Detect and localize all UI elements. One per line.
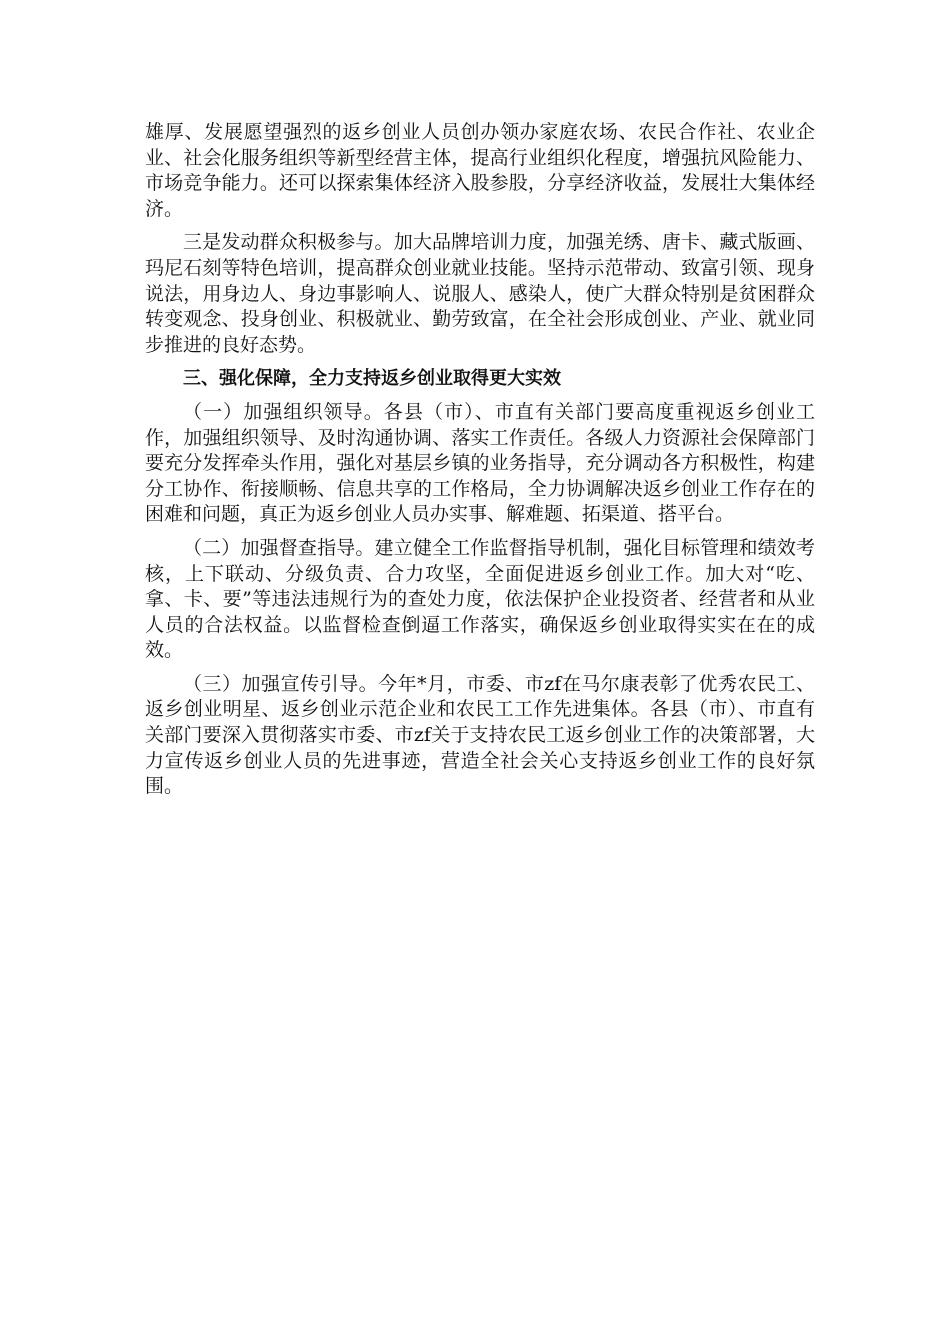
paragraph-mobilize-masses: 三是发动群众积极参与。加大品牌培训力度，加强羌绣、唐卡、藏式版画、玛尼石刻等特色培训，提高群众创业就业技能。坚持示范带动、致富引领、现身说法，用身边人、身边事影响人、说服人、感染人，使广大群众特别是贫困群众转变观念、投身创业、积极就业、勤劳致富，在全社会形成创业、产业、就业同步推进的良好态势。: [145, 231, 815, 356]
document-page: [145, 120, 815, 808]
paragraph-continuation: 雄厚、发展愿望强烈的返乡创业人员创办领办家庭农场、农民合作社、农业企业、社会化服务组织等新型经营主体，提高行业组织化程度，增强抗风险能力、市场竞争能力。还可以探索集体经济入股参股，分享经济收益，发展壮大集体经济。: [145, 121, 815, 220]
paragraph-supervision-guidance: （二）加强督查指导。建立健全工作监督指导机制，强化目标管理和绩效考核，上下联动、分级负责、合力攻坚，全面促进返乡创业工作。加大对“吃、拿、卡、要”等违法违规行为的查处力度，依法保护企业投资者、经营者和从业人员的合法权益。以监督检查倒逼工作落实，确保返乡创业取得实实在在的成效。: [145, 536, 815, 662]
section-heading: 三、强化保障，全力支持返乡创业取得更大实效: [183, 368, 561, 390]
paragraph-organization-leadership: （一）加强组织领导。各县（市）、市直有关部门要高度重视返乡创业工作，加强组织领导、及时沟通协调、落实工作责任。各级人力资源社会保障部门要充分发挥牵头作用，强化对基层乡镇的业务指导，充分调动各方积极性，构建分工协作、衔接顺畅、信息共享的工作格局，全力协调解决返乡创业工作存在的困难和问题，真正为返乡创业人员办实事、解难题、拓渠道、搭平台。: [145, 400, 815, 526]
paragraph-publicity-guidance: （三）加强宣传引导。今年*月，市委、市zf在马尔康表彰了优秀农民工、返乡创业明星、返乡创业示范企业和农民工工作先进集体。各县（市）、市直有关部门要深入贯彻落实市委、市zf关于支持农民工返乡创业工作的决策部署，大力宣传返乡创业人员的先进事迹，营造全社会关心支持返乡创业工作的良好氛围。: [145, 672, 815, 798]
